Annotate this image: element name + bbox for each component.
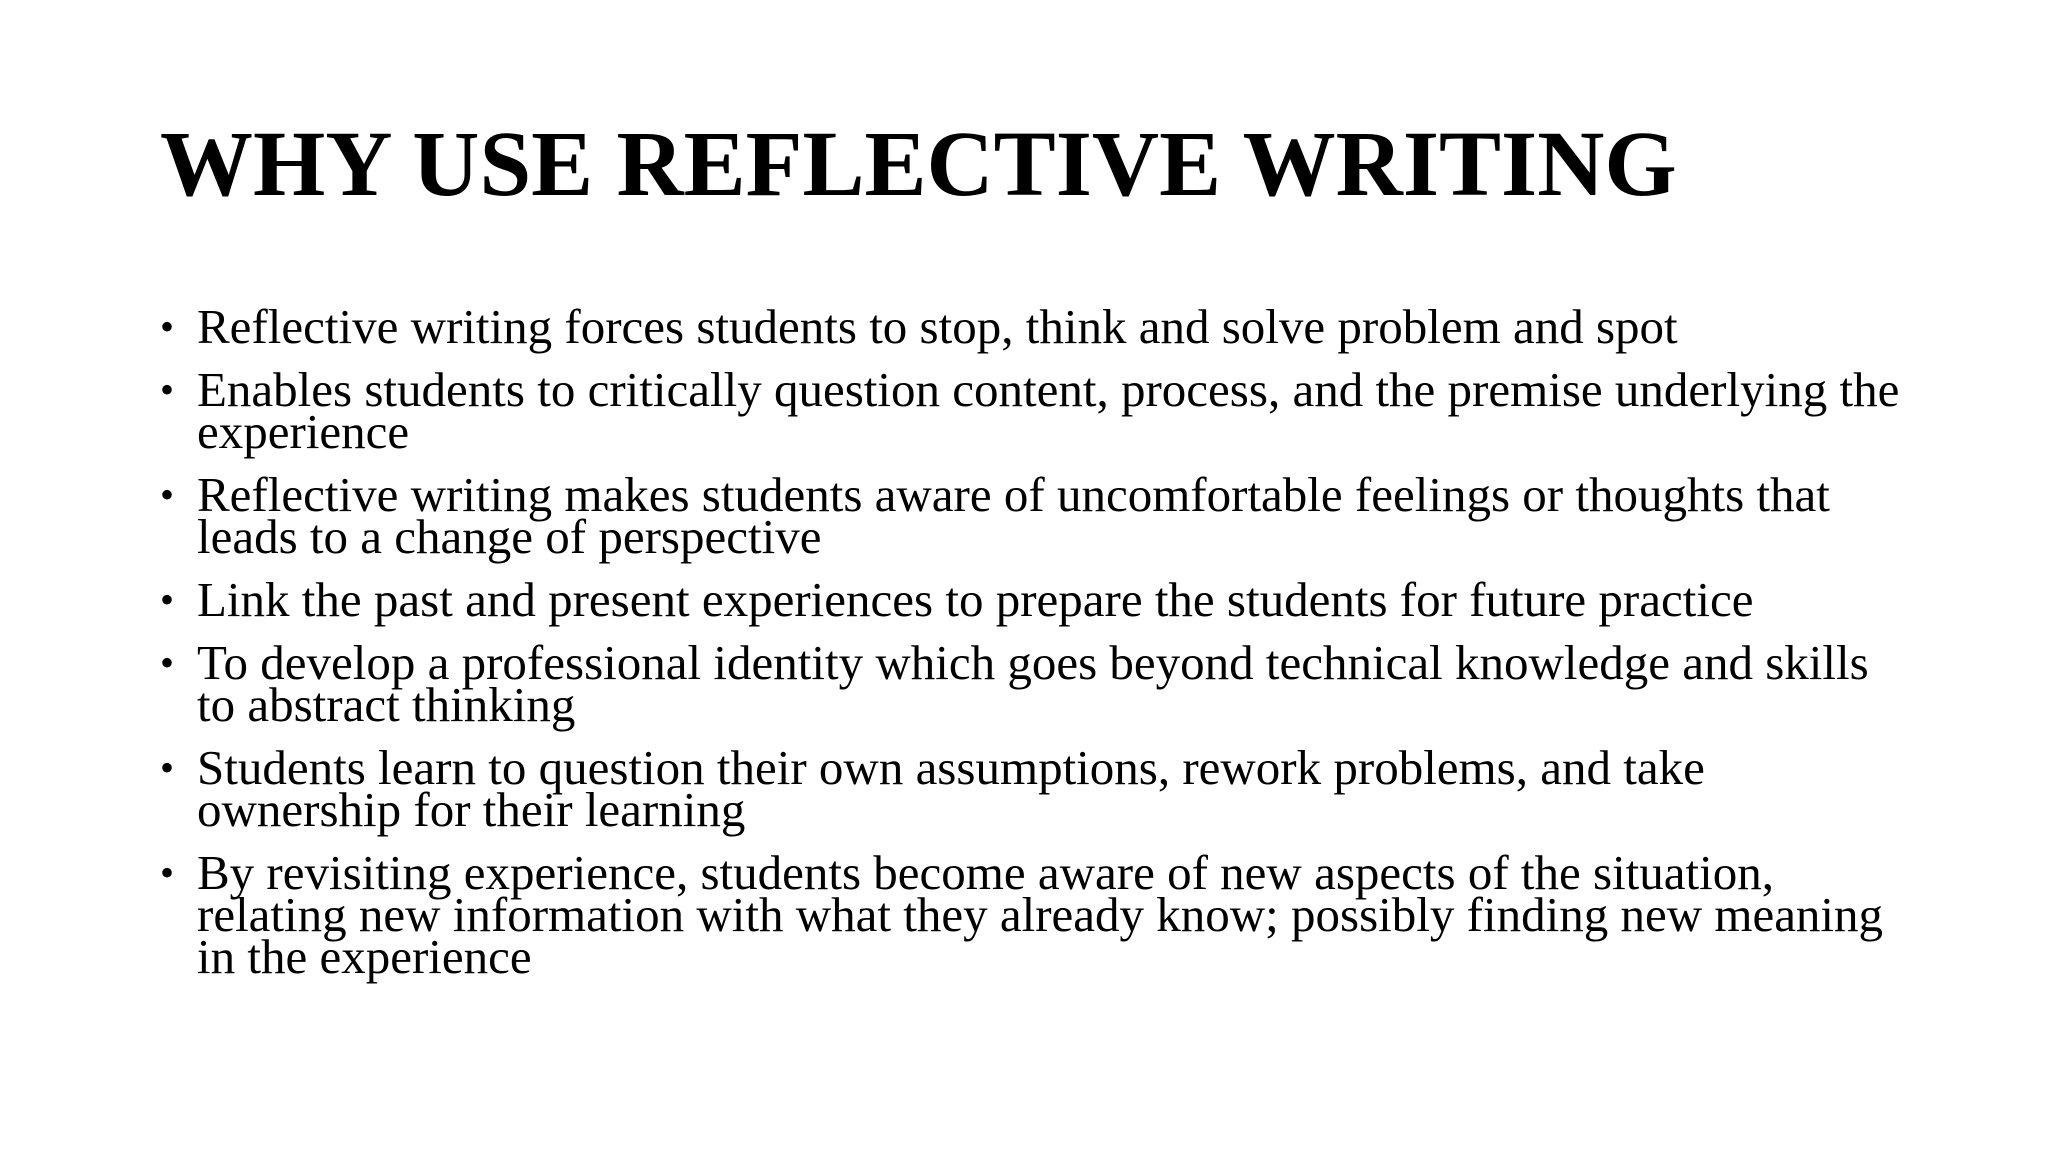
bullet-text: Reflective writing makes students aware of uncomfortable feelings or thoughts that leads to a change of perspective: [197, 467, 1830, 564]
bullet-item: [160, 572, 1900, 627]
bullet-text: Link the past and present experiences to prepare the students for future practice: [197, 572, 1754, 627]
bullet-icon: •: [160, 367, 175, 412]
bullet-text: To develop a professional identity which goes beyond technical knowledge and skills to abstract thinking: [197, 635, 1869, 732]
bullet-icon: •: [160, 304, 175, 349]
bullet-text: Reflective writing forces students to stop, think and solve problem and spot: [197, 299, 1678, 354]
bullet-icon: •: [160, 850, 175, 895]
bullet-item: [160, 635, 1900, 732]
bullet-text: By revisiting experience, students become aware of new aspects of the situation, relating new information with what they already know; possibly finding new meaning in the experience: [197, 845, 1884, 984]
bullet-item: [160, 467, 1900, 564]
slide-title: WHY USE REFLECTIVE WRITING: [160, 113, 1677, 216]
bullet-icon: •: [160, 640, 175, 685]
bullet-text: Enables students to critically question content, process, and the premise underlying the experience: [197, 362, 1900, 459]
bullet-icon: •: [160, 745, 175, 790]
bullet-item: [160, 362, 1900, 459]
bullet-item: [160, 299, 1900, 354]
bullet-text: Students learn to question their own assumptions, rework problems, and take ownership for their learning: [197, 740, 1705, 837]
bullet-icon: •: [160, 577, 175, 622]
bullet-list: [160, 299, 1900, 999]
bullet-item: [160, 740, 1900, 837]
bullet-item: [160, 845, 1900, 984]
bullet-icon: •: [160, 472, 175, 517]
